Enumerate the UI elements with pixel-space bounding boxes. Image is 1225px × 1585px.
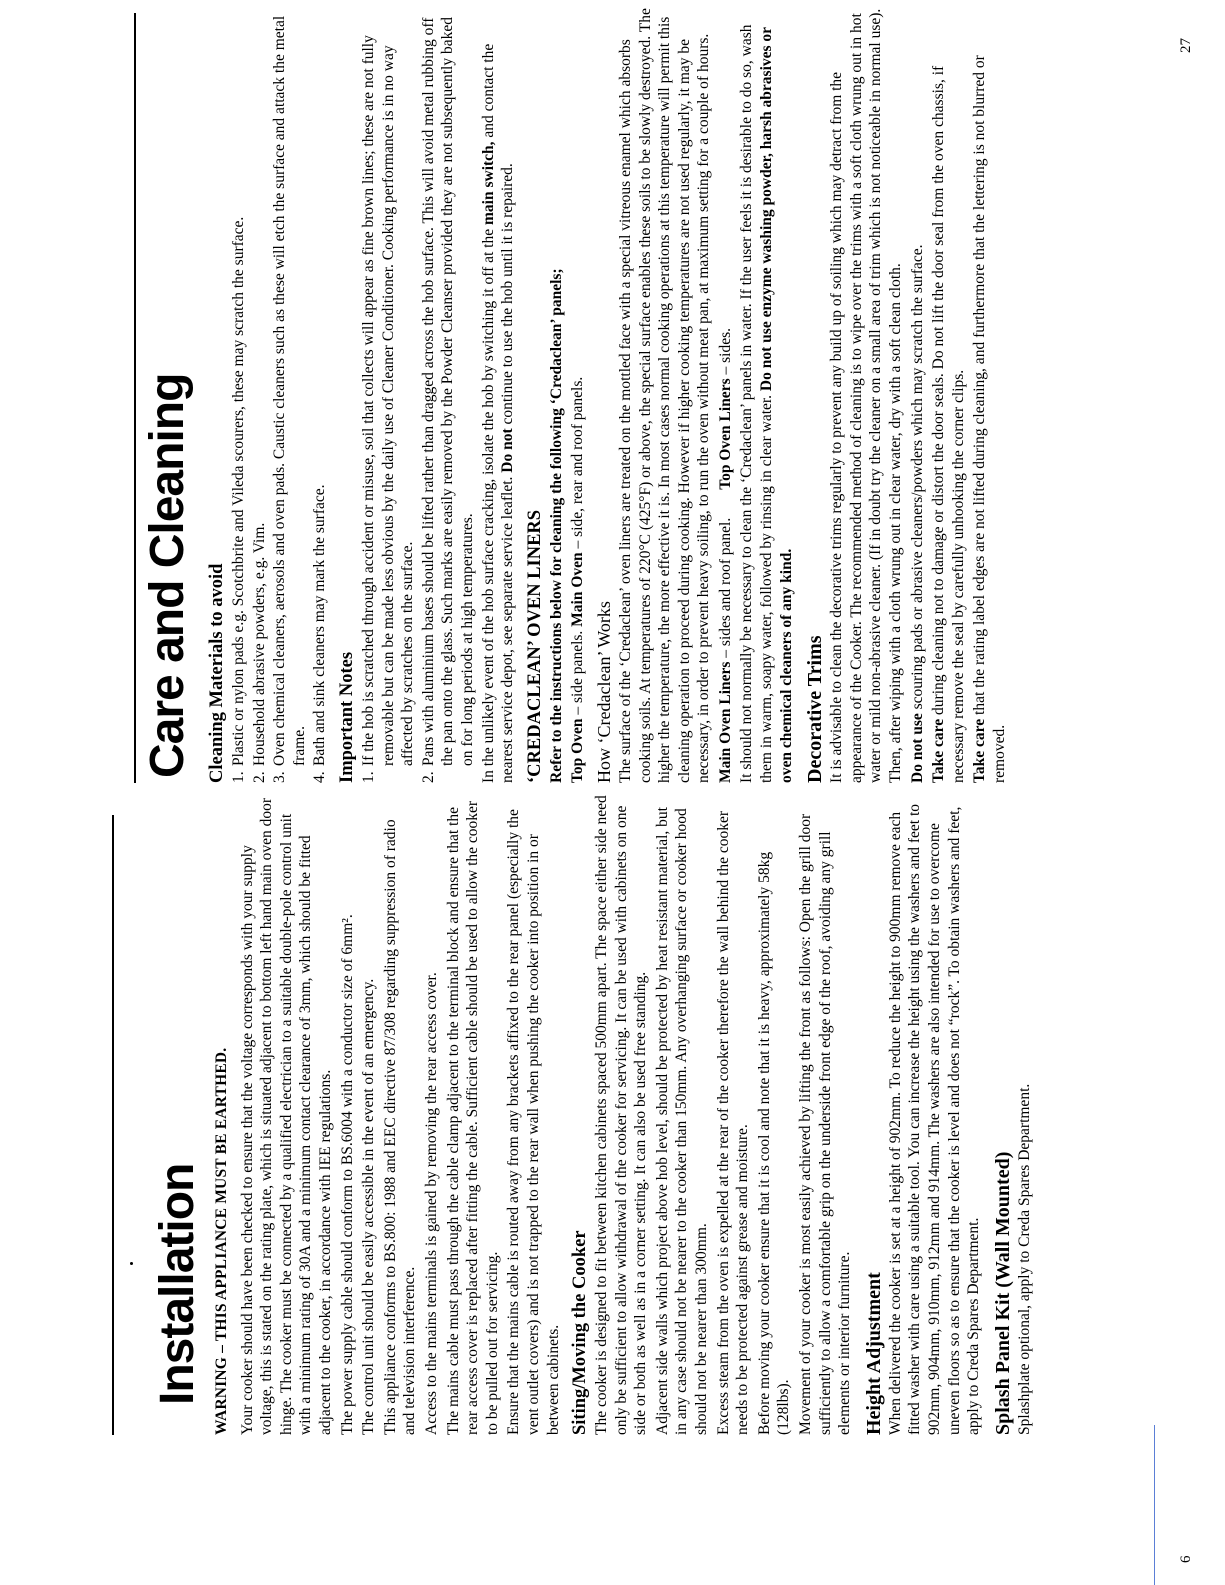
page-number: 6: [1178, 1555, 1194, 1563]
list-item: 2. Household abrasive powders, e.g. Vim.: [250, 522, 268, 783]
section-heading-height: Height Adjustment: [862, 1272, 885, 1435]
title-rule: [112, 815, 114, 1435]
paragraph: Your cooker should have been checked to ensure that the voltage corresponds with your supply voltage, this is stated on the rating plate, which is situated adjacent to bottom left hand main oven door hinge. The cooker must be connected by a qualified electrician to a suitable double-pole control unit with a minimum rating of 30A and a minimum contact clearance of 3mm, which should be fitted adjacent to the cooker, in accordance with IEE regulations.: [238, 797, 334, 1435]
paragraph: The surface of the ‘Credaclean’ oven liners are treated on the mottled face with a special vitreous enamel which absorbs cooking soils. At temperatures of 220°C (425°F) or above, the special surface enables these soils to be slowly destroyed. The higher the temperature, the more effective it is. In most cases normal cooking operations at this temperature will permit this cleaning operation to proceed during cooking. However if higher cooking temperatures are not used regularly, it may be necessary, in order to prevent heavy soiling, to run the oven without meat pan, at maximum setting for a couple of hours.: [616, 8, 713, 783]
materials-list: [229, 8, 330, 783]
paragraph: When delivered the cooker is set at a height of 902mm. To reduce the height to 900mm remove each fitted washer with care using a suitable tool. You can increase the height using the washers and feet to 902mm, 904mm, 910mm, 912mm and 914mm. The washers are also intended for use to overcome uneven floors so as to ensure that the cooker is level and does not “rock”. To obtain washers and feet, apply to Creda Spares Department.: [886, 803, 983, 1435]
care-text: [200, 8, 1012, 783]
liner-cleaning-paragraph: It should not normally be necessary to clean the ‘Credaclean’ panels in water. If the user feels it is desirable to do so, wash them in warm, soapy water, followed by rinsing in clear water. Do not use enzyme washing powder, harsh abrasives or oven chemical cleaners of any kind.: [738, 24, 795, 783]
paragraph: This appliance conforms to BS.800: 1988 and EEC directive 87/308 regarding suppression of radio and television interference.: [381, 819, 419, 1435]
list-item: 2. Pans with aluminium bases should be lifted rather than dragged across the hob surface. This will avoid metal rubbing off the pan onto the glass. Such marks are easily removed by the Powder Cleanser provided they are not subsequently baked on for long periods at high temperatures.: [419, 17, 476, 783]
paragraph: Excess steam from the oven is expelled at the rear of the cooker therefore the wall behind the cooker needs to be protected against grease and moisture.: [714, 810, 752, 1435]
section-heading-splash: Splash Panel Kit (Wall Mounted): [991, 1151, 1014, 1435]
warning-text: WARNING – THIS APPLIANCE MUST BE EARTHED.: [213, 1047, 230, 1435]
paragraph: Adjacent side walls which project above hob level, should be protected by heat resistant material, but in any case should not be nearer to the cooker than 150mm. Any overhanging surface or cooker hood should not be nearer than 300mm.: [653, 807, 711, 1435]
underline-mark: [1154, 1425, 1155, 1585]
title-rule: [134, 13, 136, 783]
paragraph: The control unit should be easily accessible in the event of an emergency.: [360, 978, 378, 1435]
paragraph: The power supply cable should conform to BS.6004 with a conductor size of 6mm².: [338, 914, 356, 1435]
list-item: 1. Plastic or nylon pads e.g. Scotchbrite and Vileda scourers, these may scratch the surface.: [230, 216, 247, 783]
list-item: 3. Oven chemical cleaners, aerosols and oven pads. Caustic cleaners such as these will etch the surface and attack the metal frame.: [271, 15, 308, 783]
section-heading-trims: Decorative Trims: [804, 635, 827, 783]
paragraph: It is advisable to clean the decorative trims regularly to prevent any build up of soiling which may detract from the appearance of the Cooker. The recommended method of cleaning is to wipe over the trims with a soft cloth wrung out in hot water or mild non-abrasive cleaner. (If in doubt try the cleaner on a small area of trim which is not noticeable in normal use). Then, after wiping with a cloth wrung out in clear water, dry with a soft clean cloth.: [828, 8, 905, 783]
refer-text: Refer to the instructions below for cleaning the following ‘Credaclean’ panels;: [547, 268, 565, 783]
paragraph: The mains cable must pass through the cable clamp adjacent to the terminal block and ensure that the rear access cover is replaced after fitting the cable. Sufficient cable should be used to allow the cooker to be pulled out for servicing.: [444, 800, 501, 1435]
page-title: Installation: [151, 1163, 204, 1405]
section-heading-how: How ‘Credaclean’ Works: [593, 601, 614, 783]
paragraph: Before moving your cooker ensure that it is cool and note that it is heavy, approximately 58kg (128lbs).: [755, 851, 793, 1435]
speck: [130, 1262, 133, 1265]
installation-page: [0, 793, 1225, 1585]
page-title: Care and Cleaning: [141, 373, 194, 778]
paragraph: Ensure that the mains cable is routed away from any brackets affixed to the rear panel (especially the vent outlet covers) and is not trapped to the rear wall when pushing the cooker into position in or between cabinets.: [505, 809, 562, 1435]
donot-paragraph: Do not use scouring pads or abrasive cleaners/powders which may scratch the surface.: [908, 244, 926, 783]
liners-line: Main Oven Liners – sides and roof panel.Top Oven Liners – sides.: [716, 328, 734, 783]
section-heading-materials: Cleaning Materials to avoid: [207, 563, 227, 783]
section-heading-notes: Important Notes: [336, 651, 357, 783]
take-care-paragraph: Take care during cleaning not to damage or distort the door seals. Do not lift the door seal from the oven chassis, if necessary remove the seal by carefully unhooking the corner clips.: [930, 65, 967, 783]
section-heading-credaclean: ‘CREDACLEAN’ OVEN LINERS: [524, 509, 545, 783]
page-number: 27: [1178, 38, 1194, 53]
paragraph: Movement of your cooker is most easily achieved by lifting the front as follows: Open the grill door sufficiently to allow a comfortable grip on the underside front edge of the roof, avoiding any grill elements or interior furniture.: [797, 813, 854, 1435]
installation-text: [212, 795, 1036, 1435]
section-heading-siting: Siting/Moving the Cooker: [570, 1230, 591, 1435]
panels-text: Top Oven – side panels. Main Oven – side, rear and roof panels.: [569, 376, 587, 783]
list-item: 1. If the hob is scratched through accident or misuse, soil that collects will appear as fine brown lines; these are not fully removable but can be made less obvious by the daily use of Cleaner Conditioner. Cooking performance is in no way affected by scratches on the surface.: [359, 35, 417, 783]
paragraph: Access to the mains terminals is gained by removing the rear access cover.: [422, 972, 440, 1435]
cracking-paragraph: In the unlikely event of the hob surface cracking, isolate the hob by switching it off at the main switch, and contact the nearest service depot, see separate service leaflet. Do not continue to use the hob until it is repaired.: [479, 43, 517, 783]
list-item: 4. Bath and sink cleaners may mark the surface.: [311, 484, 329, 783]
take-care-paragraph: Take care that the rating label edges are not lifted during cleaning, and furthermore that the lettering is not blurred or removed.: [971, 55, 1008, 783]
paragraph: Splashplate optional, apply to Creda Spares Department.: [1015, 1083, 1033, 1435]
notes-list: [359, 8, 478, 783]
paragraph: The cooker is designed to fit between kitchen cabinets spaced 500mm apart. The space either side need only be sufficient to allow withdrawal of the cooker for servicing. It can be used with cabinets on one side or both as well as in a corner setting. It can also be used free standing.: [593, 795, 650, 1435]
